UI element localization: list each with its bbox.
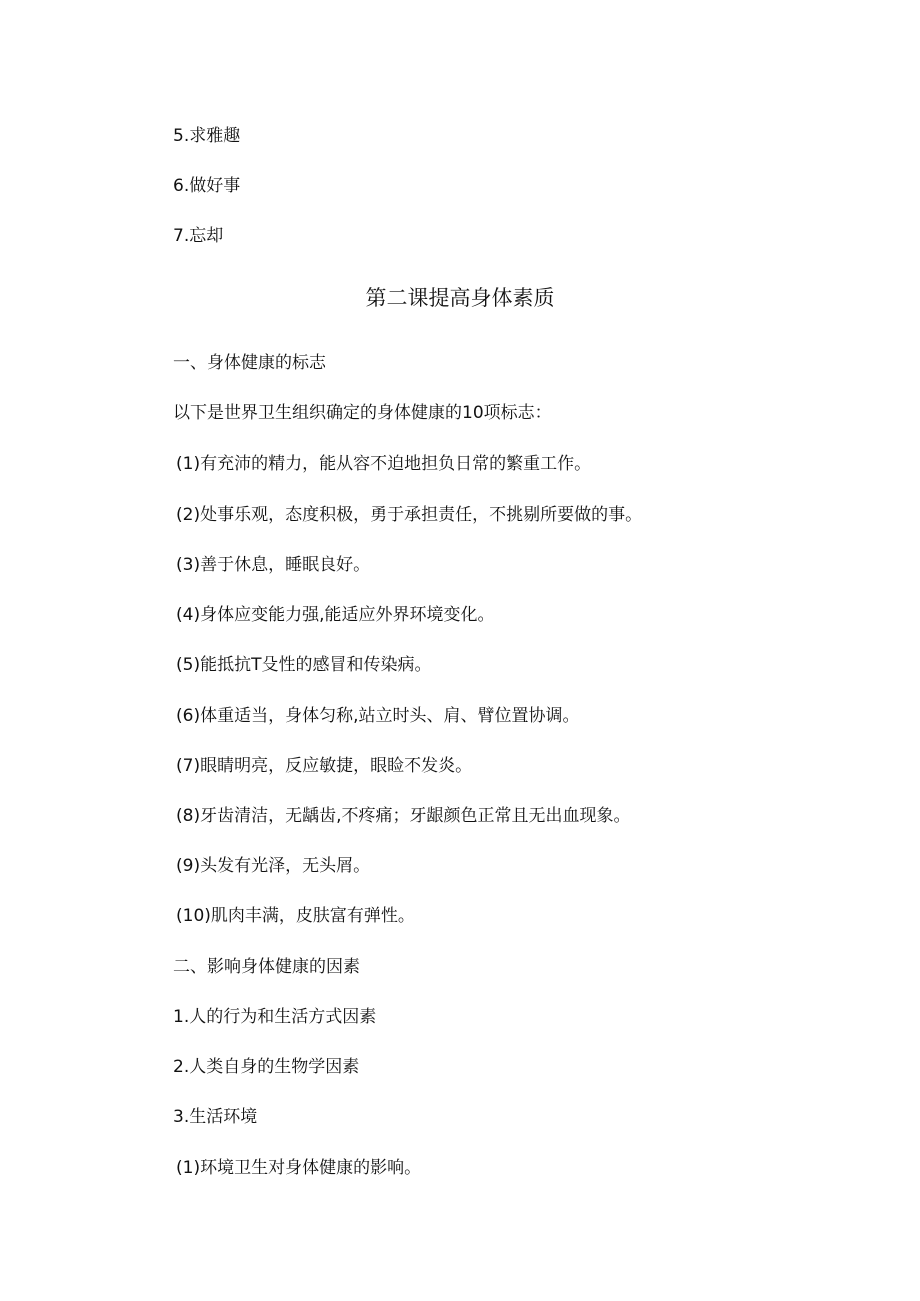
section1-heading: 一、身体健康的标志 (173, 353, 326, 373)
list-item-5: 5.求雅趣 (173, 126, 241, 146)
factor-item-1: 1.人的行为和生活方式因素 (173, 1007, 377, 1027)
health-sign-6: (6)体重适当，身体匀称,站立时头、肩、臂位置协调。 (176, 706, 580, 726)
factor-sub-item-1: (1)环境卫生对身体健康的影响。 (176, 1158, 422, 1178)
factor-item-2: 2.人类自身的生物学因素 (173, 1057, 360, 1077)
list-item-6: 6.做好事 (173, 176, 241, 196)
health-sign-1: (1)有充沛的精力，能从容不迫地担负日常的繁重工作。 (176, 454, 592, 474)
section2-heading: 二、影响身体健康的因素 (173, 957, 360, 977)
health-sign-9: (9)头发有光泽，无头屑。 (176, 856, 371, 876)
health-sign-2: (2)处事乐观，态度积极，勇于承担责任，不挑剔所要做的事。 (176, 505, 643, 525)
health-sign-5: (5)能抵抗T殳性的感冒和传染病。 (176, 655, 432, 675)
lesson-title: 第二课提高身体素质 (365, 286, 555, 310)
health-sign-10: (10)肌肉丰满，皮肤富有弹性。 (176, 906, 415, 926)
list-item-7: 7.忘却 (173, 226, 224, 246)
health-sign-4: (4)身体应变能力强,能适应外界环境变化。 (176, 605, 495, 625)
health-sign-3: (3)善于休息，睡眠良好。 (176, 555, 371, 575)
health-sign-8: (8)牙齿清洁，无龋齿,不疼痛；牙龈颜色正常且无出血现象。 (176, 806, 631, 826)
health-sign-7: (7)眼睛明亮，反应敏捷，眼睑不发炎。 (176, 756, 473, 776)
factor-item-3: 3.生活环境 (173, 1107, 258, 1127)
section1-intro: 以下是世界卫生组织确定的身体健康的10项标志： (173, 403, 552, 423)
